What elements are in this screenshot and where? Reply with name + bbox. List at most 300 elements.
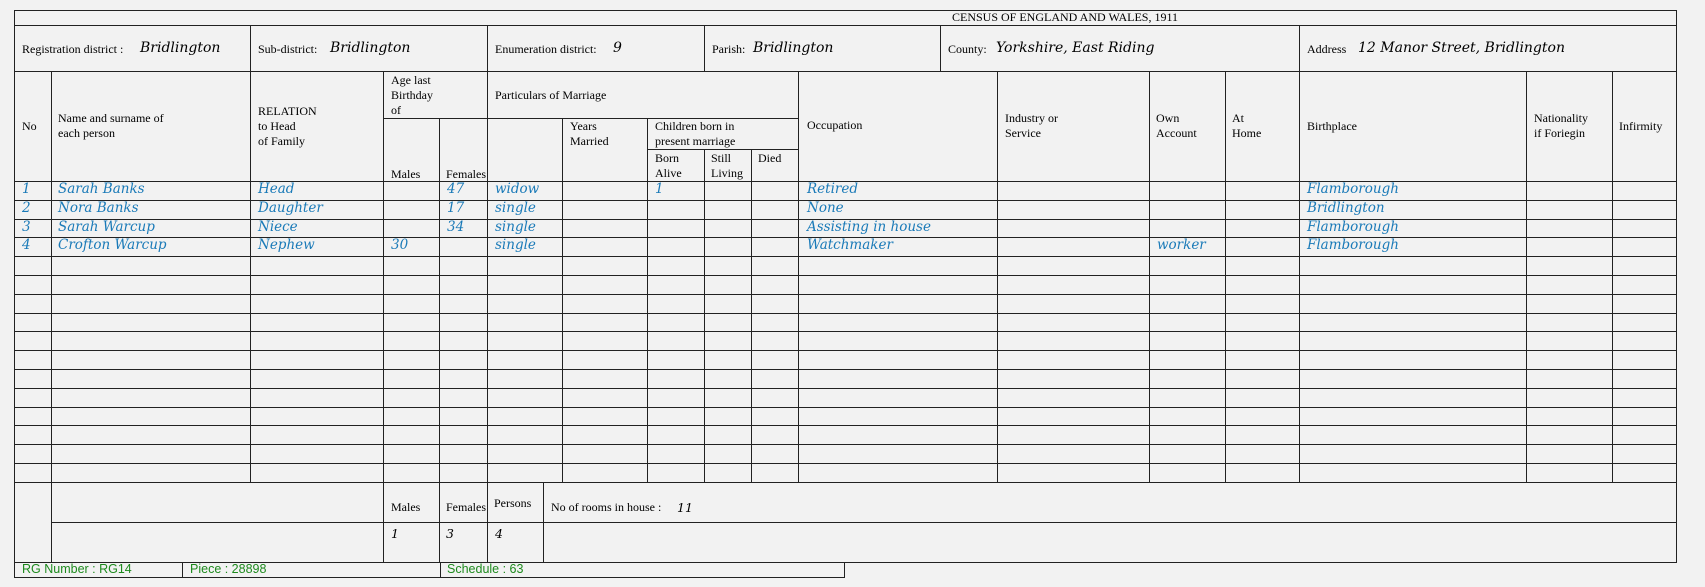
table-cell (487, 425, 563, 445)
entry-no: 3 (22, 218, 31, 235)
table-cell (1612, 350, 1677, 370)
table-cell (1526, 200, 1613, 220)
table-cell (51, 294, 251, 314)
table-cell (798, 313, 998, 333)
entry-male-age: 30 (391, 237, 409, 254)
table-cell (250, 388, 384, 408)
table-cell (1526, 331, 1613, 351)
table-cell (487, 369, 563, 389)
table-cell (704, 444, 752, 464)
table-cell (751, 407, 799, 427)
table-cell (704, 463, 752, 483)
table-cell (751, 181, 799, 201)
totals-no-cell (14, 482, 52, 563)
entry-no: 1 (22, 181, 31, 197)
table-cell (14, 294, 52, 314)
table-cell (798, 256, 998, 276)
entry-occupation: Retired (807, 181, 858, 197)
col-own-account-label: Own Account (1156, 111, 1197, 140)
table-cell (562, 463, 648, 483)
table-cell (1299, 331, 1527, 351)
entry-relation: Head (258, 181, 295, 197)
col-years-married-label: Years Married (570, 119, 609, 148)
table-cell (1299, 256, 1527, 276)
table-cell (647, 256, 705, 276)
table-cell (250, 407, 384, 427)
table-cell (704, 256, 752, 276)
totals-males-label: Males (391, 500, 421, 514)
table-cell (1526, 275, 1613, 295)
table-cell (751, 313, 799, 333)
table-cell (1299, 369, 1527, 389)
table-cell (562, 369, 648, 389)
table-cell (562, 444, 648, 464)
table-cell (562, 294, 648, 314)
entry-occupation: None (807, 199, 844, 216)
table-cell (1225, 181, 1300, 201)
rooms-cell (543, 482, 1677, 523)
table-cell (487, 294, 563, 314)
table-cell (14, 369, 52, 389)
table-cell (487, 275, 563, 295)
table-cell (1225, 463, 1300, 483)
table-cell (1526, 425, 1613, 445)
table-cell (997, 313, 1150, 333)
table-cell (647, 294, 705, 314)
table-cell (1612, 463, 1677, 483)
entry-relation: Niece (258, 218, 298, 235)
table-cell (751, 350, 799, 370)
col-occupation-label: Occupation (807, 118, 863, 132)
table-cell (383, 200, 440, 220)
census-title: CENSUS OF ENGLAND AND WALES, 1911 (952, 10, 1179, 24)
table-cell (647, 275, 705, 295)
table-cell (647, 237, 705, 257)
table-cell (562, 256, 648, 276)
col-males-label: Males (391, 167, 421, 181)
table-cell (51, 275, 251, 295)
col-marriage-label: Particulars of Marriage (495, 88, 607, 102)
entry-no: 4 (22, 237, 31, 254)
table-cell (1612, 275, 1677, 295)
table-cell (487, 256, 563, 276)
table-cell (250, 425, 384, 445)
table-cell (798, 294, 998, 314)
table-cell (751, 275, 799, 295)
address-label: Address (1307, 42, 1347, 56)
table-cell (704, 350, 752, 370)
entry-condition: single (495, 199, 536, 216)
table-cell (997, 237, 1150, 257)
table-cell (250, 369, 384, 389)
table-cell (1149, 388, 1226, 408)
col-birthplace-label: Birthplace (1307, 119, 1357, 133)
parish-label: Parish: (712, 42, 746, 56)
table-cell (250, 294, 384, 314)
table-cell (1526, 219, 1613, 239)
table-cell (1149, 219, 1226, 239)
table-cell (1225, 369, 1300, 389)
entry-female-age: 47 (447, 181, 465, 197)
table-cell (1225, 407, 1300, 427)
table-cell (51, 331, 251, 351)
table-cell (562, 181, 648, 201)
table-cell (14, 256, 52, 276)
table-cell (562, 200, 648, 220)
table-cell (798, 331, 998, 351)
table-cell (1526, 444, 1613, 464)
entry-occupation: Watchmaker (807, 237, 893, 254)
col-children-label: Children born in present marriage (655, 119, 736, 148)
table-cell (250, 256, 384, 276)
table-cell (383, 388, 440, 408)
registration-district-value: Bridlington (140, 40, 221, 56)
table-cell (1149, 425, 1226, 445)
county-label: County: (948, 42, 987, 56)
table-cell (1149, 200, 1226, 220)
table-cell (51, 369, 251, 389)
table-cell (51, 388, 251, 408)
table-cell (798, 444, 998, 464)
table-cell (751, 200, 799, 220)
entry-name: Crofton Warcup (58, 237, 167, 254)
entry-condition: single (495, 237, 536, 254)
table-cell (14, 275, 52, 295)
col-no-label: No (22, 119, 37, 133)
table-cell (562, 313, 648, 333)
table-cell (383, 407, 440, 427)
table-cell (1299, 425, 1527, 445)
table-cell (647, 463, 705, 483)
table-cell (1149, 275, 1226, 295)
table-cell (1612, 237, 1677, 257)
table-cell (751, 219, 799, 239)
table-cell (1612, 294, 1677, 314)
table-cell (751, 256, 799, 276)
table-cell (1612, 444, 1677, 464)
table-cell (1612, 181, 1677, 201)
table-cell (1149, 369, 1226, 389)
table-cell (383, 181, 440, 201)
table-cell (1225, 256, 1300, 276)
table-cell (751, 425, 799, 445)
table-cell (383, 425, 440, 445)
table-cell (1526, 237, 1613, 257)
table-cell (997, 425, 1150, 445)
table-cell (647, 388, 705, 408)
table-cell (1225, 237, 1300, 257)
footer-schedule: Schedule : 63 (447, 562, 524, 576)
table-cell (704, 407, 752, 427)
table-cell (51, 350, 251, 370)
table-cell (1526, 256, 1613, 276)
table-cell (439, 350, 488, 370)
table-cell (1149, 463, 1226, 483)
table-cell (798, 425, 998, 445)
col-died-label: Died (758, 151, 782, 165)
table-cell (751, 369, 799, 389)
table-cell (997, 331, 1150, 351)
table-cell (250, 331, 384, 351)
table-cell (14, 181, 52, 201)
table-cell (647, 369, 705, 389)
col-condition-header (487, 118, 563, 182)
table-cell (704, 294, 752, 314)
totals-persons-label: Persons (494, 496, 532, 510)
table-cell (383, 275, 440, 295)
table-cell (997, 463, 1150, 483)
totals-blank-cell (51, 482, 384, 523)
col-still-living-label: Still Living (711, 151, 743, 180)
col-relation-label: RELATION to Head of Family (258, 104, 317, 148)
table-cell (1526, 181, 1613, 201)
table-cell (1299, 407, 1527, 427)
table-cell (562, 388, 648, 408)
entry-birthplace: Flamborough (1307, 181, 1399, 197)
table-cell (487, 350, 563, 370)
table-cell (751, 444, 799, 464)
entry-condition: widow (495, 181, 540, 197)
table-cell (997, 294, 1150, 314)
table-cell (1526, 407, 1613, 427)
table-cell (562, 425, 648, 445)
rooms-label: No of rooms in house : (551, 500, 662, 514)
table-cell (1149, 256, 1226, 276)
table-cell (751, 388, 799, 408)
table-cell (439, 275, 488, 295)
table-cell (14, 313, 52, 333)
table-cell (14, 200, 52, 220)
table-cell (14, 237, 52, 257)
table-cell (1612, 369, 1677, 389)
table-cell (1299, 350, 1527, 370)
col-name-label: Name and surname of each person (58, 111, 164, 140)
table-cell (1299, 294, 1527, 314)
table-cell (704, 331, 752, 351)
table-cell (1149, 407, 1226, 427)
table-cell (1612, 425, 1677, 445)
table-cell (250, 350, 384, 370)
col-born-alive-label: Born Alive (655, 151, 682, 180)
table-cell (798, 388, 998, 408)
table-cell (439, 294, 488, 314)
totals-males-value: 1 (391, 526, 399, 541)
entry-relation: Daughter (258, 199, 323, 216)
table-cell (647, 350, 705, 370)
table-cell (1526, 313, 1613, 333)
table-cell (798, 407, 998, 427)
table-cell (51, 407, 251, 427)
rooms-value: 11 (677, 500, 693, 515)
table-cell (14, 219, 52, 239)
table-cell (1149, 444, 1226, 464)
table-cell (14, 463, 52, 483)
table-cell (14, 388, 52, 408)
table-cell (704, 200, 752, 220)
totals-blank-cell-lower (51, 522, 384, 563)
table-cell (1612, 200, 1677, 220)
table-cell (1526, 294, 1613, 314)
col-age-label: Age last Birthday of (391, 73, 433, 117)
table-cell (1225, 200, 1300, 220)
table-cell (439, 369, 488, 389)
col-nationality-label: Nationality if Foriegin (1534, 111, 1588, 140)
table-cell (1299, 444, 1527, 464)
table-cell (1225, 425, 1300, 445)
table-cell (487, 407, 563, 427)
table-cell (487, 331, 563, 351)
table-cell (798, 275, 998, 295)
table-cell (1225, 444, 1300, 464)
entry-relation: Nephew (258, 237, 315, 254)
table-cell (704, 388, 752, 408)
registration-district-label: Registration district : (22, 42, 124, 56)
table-cell (383, 331, 440, 351)
table-cell (1526, 388, 1613, 408)
sub-district-label: Sub-district: (258, 42, 318, 56)
table-cell (1225, 388, 1300, 408)
table-cell (997, 256, 1150, 276)
table-cell (562, 237, 648, 257)
entry-name: Sarah Banks (58, 181, 145, 197)
table-cell (798, 369, 998, 389)
table-cell (1612, 331, 1677, 351)
table-cell (562, 275, 648, 295)
rooms-lower-cell (543, 522, 1677, 563)
table-cell (704, 181, 752, 201)
totals-persons-value: 4 (495, 526, 503, 541)
table-cell (1526, 463, 1613, 483)
entry-born-alive: 1 (655, 181, 664, 197)
table-cell (997, 181, 1150, 201)
table-cell (439, 331, 488, 351)
table-cell (1526, 369, 1613, 389)
table-cell (383, 350, 440, 370)
table-cell (250, 275, 384, 295)
table-cell (1225, 331, 1300, 351)
table-cell (647, 331, 705, 351)
totals-females-label: Females (446, 500, 486, 514)
parish-value: Bridlington (753, 40, 834, 56)
table-cell (439, 407, 488, 427)
table-cell (1149, 181, 1226, 201)
sub-district-value: Bridlington (330, 40, 411, 56)
table-cell (51, 425, 251, 445)
entry-female-age: 34 (447, 218, 465, 235)
table-cell (1612, 219, 1677, 239)
table-cell (798, 350, 998, 370)
table-cell (14, 350, 52, 370)
table-cell (751, 237, 799, 257)
table-cell (751, 463, 799, 483)
table-cell (1299, 275, 1527, 295)
col-females-label: Females (446, 167, 486, 181)
col-at-home-label: At Home (1232, 111, 1262, 140)
table-cell (704, 369, 752, 389)
table-cell (439, 388, 488, 408)
table-cell (997, 407, 1150, 427)
entry-birthplace: Flamborough (1307, 237, 1399, 254)
table-cell (383, 313, 440, 333)
table-cell (439, 256, 488, 276)
table-cell (383, 444, 440, 464)
table-cell (997, 350, 1150, 370)
enumeration-district-label: Enumeration district: (495, 42, 597, 56)
table-cell (562, 331, 648, 351)
footer-piece: Piece : 28898 (190, 562, 267, 576)
table-cell (14, 331, 52, 351)
table-cell (439, 313, 488, 333)
enumeration-district-value: 9 (613, 40, 622, 56)
table-cell (250, 463, 384, 483)
table-cell (487, 388, 563, 408)
table-cell (1225, 275, 1300, 295)
table-cell (997, 275, 1150, 295)
col-infirmity-label: Infirmity (1619, 119, 1663, 133)
table-cell (14, 425, 52, 445)
table-cell (997, 388, 1150, 408)
table-cell (487, 444, 563, 464)
table-cell (798, 463, 998, 483)
table-cell (997, 219, 1150, 239)
table-cell (562, 219, 648, 239)
entry-birthplace: Flamborough (1307, 218, 1399, 235)
table-cell (383, 219, 440, 239)
table-cell (439, 237, 488, 257)
table-cell (647, 407, 705, 427)
entry-name: Sarah Warcup (58, 218, 155, 235)
table-cell (51, 444, 251, 464)
table-cell (250, 313, 384, 333)
title-cell (14, 10, 1677, 26)
table-cell (51, 256, 251, 276)
entry-name: Nora Banks (58, 199, 139, 216)
table-cell (383, 463, 440, 483)
table-cell (647, 444, 705, 464)
table-cell (383, 256, 440, 276)
table-cell (1299, 463, 1527, 483)
table-cell (383, 294, 440, 314)
table-cell (997, 200, 1150, 220)
table-cell (250, 444, 384, 464)
table-cell (704, 219, 752, 239)
table-cell (647, 425, 705, 445)
col-industry-label: Industry or Service (1005, 111, 1058, 140)
table-cell (647, 219, 705, 239)
entry-female-age: 17 (447, 199, 465, 216)
table-cell (647, 200, 705, 220)
entry-no: 2 (22, 199, 31, 216)
table-cell (51, 313, 251, 333)
entry-birthplace: Bridlington (1307, 199, 1385, 216)
table-cell (704, 275, 752, 295)
table-cell (1612, 388, 1677, 408)
entry-condition: single (495, 218, 536, 235)
table-cell (1149, 350, 1226, 370)
table-cell (997, 369, 1150, 389)
table-cell (439, 444, 488, 464)
table-cell (439, 425, 488, 445)
table-cell (751, 331, 799, 351)
county-value: Yorkshire, East Riding (996, 40, 1155, 56)
address-value: 12 Manor Street, Bridlington (1358, 40, 1565, 56)
table-cell (1149, 294, 1226, 314)
table-cell (1225, 219, 1300, 239)
table-cell (1612, 407, 1677, 427)
table-cell (997, 444, 1150, 464)
table-cell (1299, 313, 1527, 333)
table-cell (1299, 388, 1527, 408)
